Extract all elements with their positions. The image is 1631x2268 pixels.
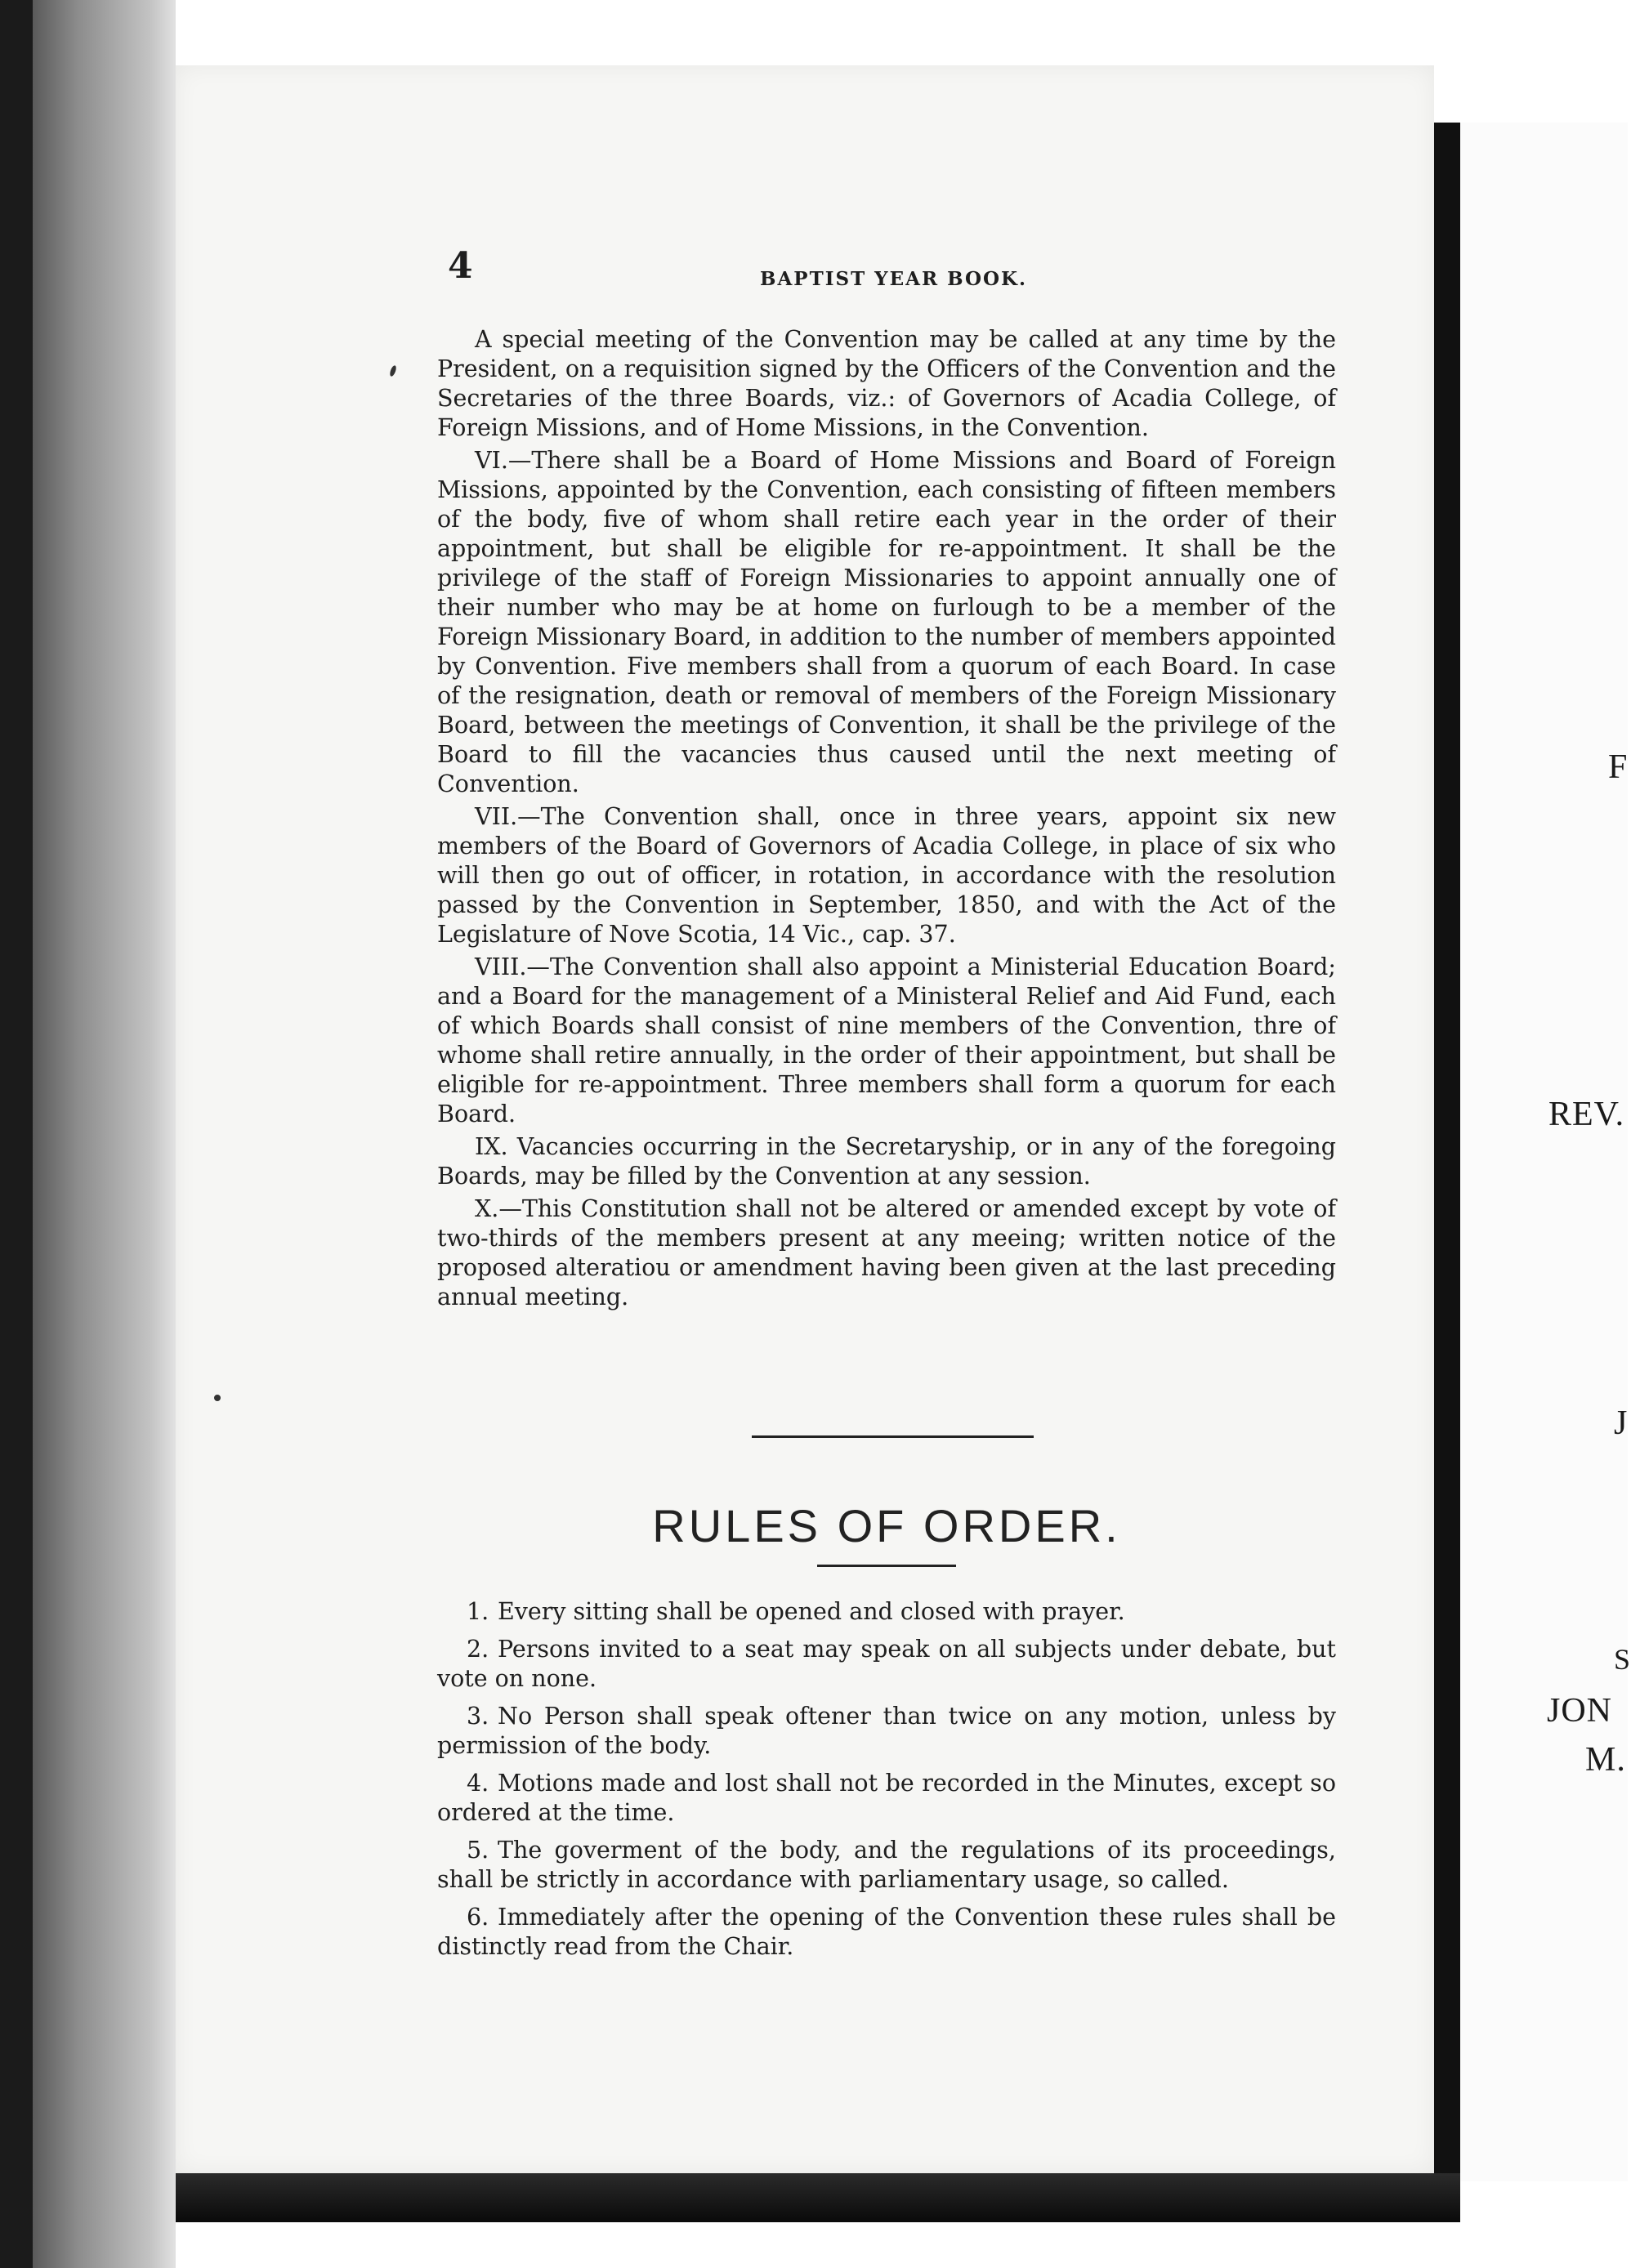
page-gutter	[1434, 123, 1460, 2198]
facing-page-fragment: JON	[1547, 1692, 1613, 1730]
facing-page	[1460, 123, 1628, 2181]
article-vi: VI.—There shall be a Board of Home Missions and Board of Foreign Missions, appointed by the Convention, each consisting of fifteen members of the body, five of whom shall retire each year in the order of their appointment, but shall be eligible for re-appointment. It shall be the privilege of the staff of Foreign Missionaries to appoint annually one of their number who may be at home on furlough to be a member of the Foreign Missionary Board, in addition to the number of members appointed by Convention. Five members shall from a quorum of each Board. In case of the resignation, death or removal of members of the Foreign Missionary Board, between the meetings of Convention, it shall be the privilege of the Board to fill the vacancies thus caused until the next meeting of Convention.	[437, 447, 1336, 797]
constitution-text	[437, 325, 1336, 1312]
rule-item	[437, 1702, 1336, 1761]
page-bottom-edge	[176, 2173, 1460, 2222]
rule-text: The goverment of the body, and the regulations of its proceedings, shall be strictly in accordance with parliamentary usage, so called.	[437, 1837, 1336, 1893]
rule-number: 6.	[467, 1904, 489, 1931]
facing-page-fragment: REV.	[1548, 1096, 1625, 1133]
rule-item	[437, 1836, 1336, 1895]
rule-number: 2.	[467, 1636, 489, 1663]
rule-item	[437, 1903, 1336, 1962]
running-title: BAPTIST YEAR BOOK.	[760, 268, 1028, 290]
heading-underline	[817, 1565, 956, 1567]
article-x: X.—This Constitution shall not be altered or amended except by vote of two-thirds of the members present at any meeing; written notice of the proposed alteratiou or amendment having been given at the last preceding annual meeting.	[437, 1195, 1336, 1310]
paragraph-special-meeting: A special meeting of the Convention may be called at any time by the President, on a requisition signed by the Officers of the Convention and the Secretaries of the three Boards, viz.: of Governors of Acadia College, of Foreign Missions, and of Home Missions, in the Convention.	[437, 326, 1336, 441]
rule-text: No Person shall speak oftener than twice on any motion, unless by permission of the body.	[437, 1703, 1336, 1759]
rule-number: 1.	[467, 1598, 489, 1625]
rules-heading: RULES OF ORDER.	[652, 1500, 1121, 1551]
facing-page-fragment: F	[1608, 748, 1629, 786]
binding-shadow	[0, 0, 33, 2268]
rule-item	[437, 1597, 1336, 1627]
section-divider	[752, 1435, 1034, 1438]
rule-item	[437, 1769, 1336, 1828]
rule-number: 3.	[467, 1703, 489, 1730]
ink-speck	[214, 1395, 221, 1401]
rule-text: Every sitting shall be opened and closed with prayer.	[498, 1598, 1125, 1625]
facing-page-fragment: S	[1614, 1643, 1631, 1676]
rules-list	[437, 1597, 1336, 1970]
article-ix: IX. Vacancies occurring in the Secretaryship, or in any of the foregoing Boards, may be filled by the Convention at any session.	[437, 1133, 1336, 1190]
rule-text: Immediately after the opening of the Convention these rules shall be distinctly read from the Chair.	[437, 1904, 1336, 1960]
rule-item	[437, 1635, 1336, 1694]
article-viii: VIII.—The Convention shall also appoint a Ministerial Education Board; and a Board for the management of a Ministeral Relief and Aid Fund, each of which Boards shall consist of nine members of the Convention, thre of whome shall retire annually, in the order of their appointment, but shall be eligible for re-appointment. Three members shall form a quorum for each Board.	[437, 953, 1336, 1127]
rule-number: 5.	[467, 1837, 489, 1864]
rule-text: Persons invited to a seat may speak on all subjects under debate, but vote on none.	[437, 1636, 1336, 1692]
facing-page-fragment: J	[1614, 1404, 1629, 1442]
facing-page-fragment: M.	[1585, 1741, 1626, 1779]
page-number: 4	[448, 245, 473, 287]
rule-text: Motions made and lost shall not be recorded in the Minutes, except so ordered at the time.	[437, 1770, 1336, 1826]
rule-number: 4.	[467, 1770, 489, 1797]
article-vii: VII.—The Convention shall, once in three years, appoint six new members of the Board of Governors of Acadia College, in place of six who will then go out of officer, in rotation, in accordance with the resolution passed by the Convention in September, 1850, and with the Act of the Legislature of Nove Scotia, 14 Vic., cap. 37.	[437, 803, 1336, 948]
